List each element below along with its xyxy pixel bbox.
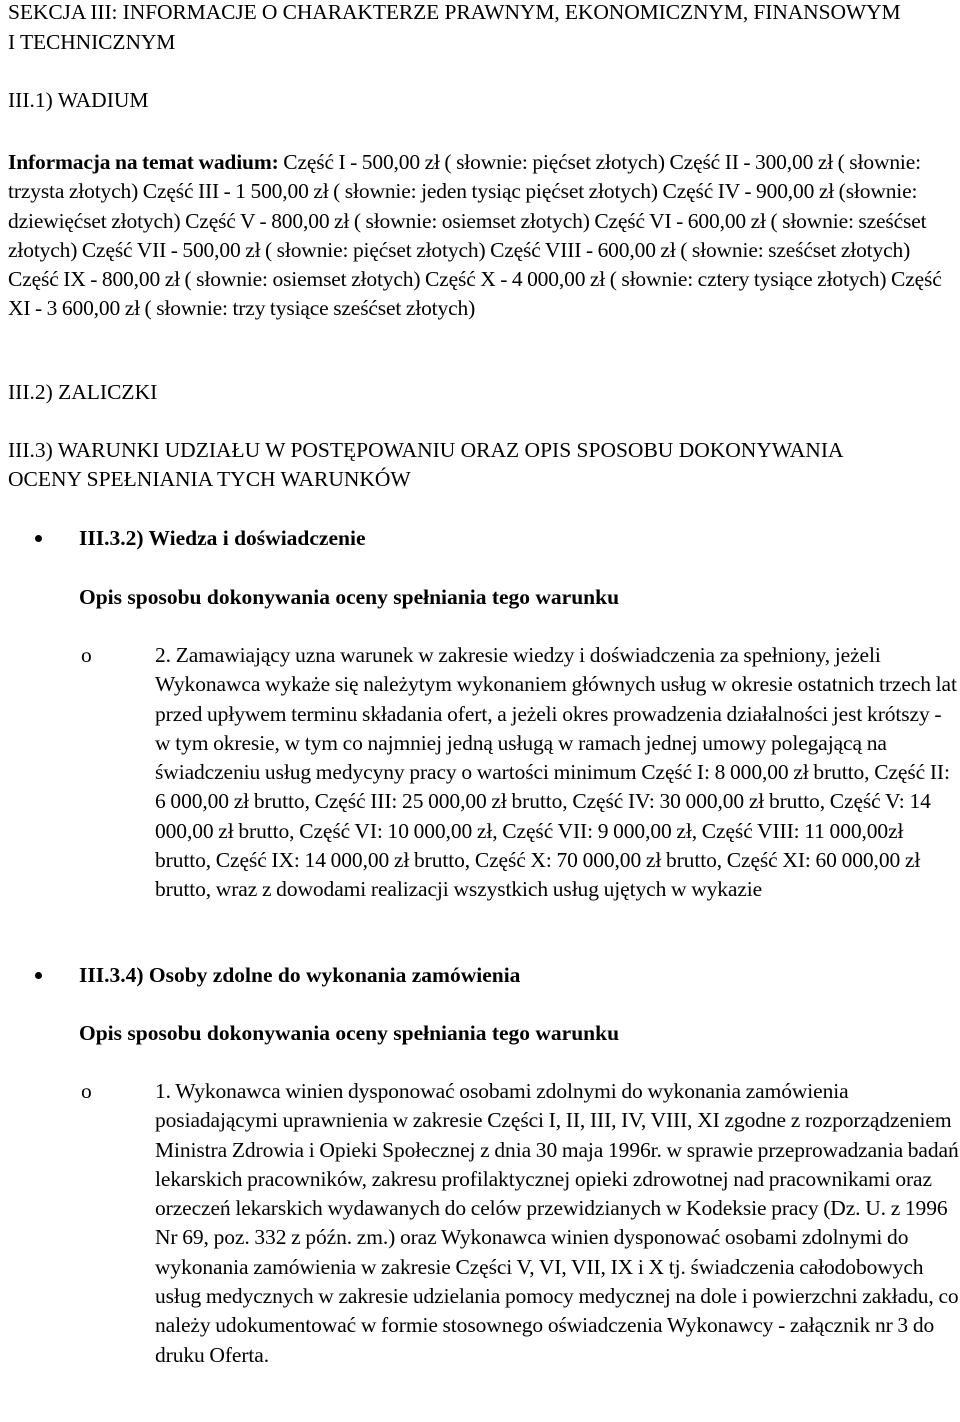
zaliczki-heading: III.2) ZALICZKI	[8, 380, 158, 404]
osoby-text: 1. Wykonawca winien dysponować osobami zdolnymi do wykonania zamówienia posiadającymi uprawnienia w zakresie Części I, II, III, IV, VIII, XI zgodne z rozporządzeniem Ministra Zdrowia i Opieki Społecznej z dnia 30 maja 1996r. w sprawie przeprowadzania badań lekarskich pracowników, zakresu profilaktycznej opieki zdrowotnej nad pracownikami oraz orzeczeń lekarskich wydawanych do celów przewidzianych w Kodeksie pracy (Dz. U. z 1996 Nr 69, poz. 332 z późn. zm.) oraz Wykonawca winien dysponować osobami zdolnymi do wykonania zamówienia w zakresie Części V, VI, VII, IX i X tj. świadczenia całodobowych usług medycznych w zakresie udzielania pomocy medycznej na dole i powierzchni zakładu, co należy udokumentować w formie stosownego oświadczenia Wykonawcy - załącznik nr 3 do druku Oferta.	[155, 1079, 959, 1367]
wadium-paragraph	[8, 148, 958, 324]
circle-marker-icon: o	[81, 1079, 92, 1103]
osoby-condition	[8, 1077, 960, 1370]
wadium-heading: III.1) WADIUM	[8, 88, 149, 112]
wadium-text: Część I - 500,00 zł ( słownie: pięćset złotych) Część II - 300,00 zł ( słownie: trzysta złotych) Część III - 1 500,00 zł ( słownie: jeden tysiąc pięćset złotych) Część IV - 900,00 zł (słownie: dziewięćset złotych) Część V - 800,00 zł ( słownie: osiemset złotych) Część VI - 600,00 zł ( słownie: sześćset złotych) Część VII - 500,00 zł ( słownie: pięćset złotych) Część VIII - 600,00 zł ( słownie: sześćset złotych) Część IX - 800,00 zł ( słownie: osiemset złotych) Część X - 4 000,00 zł ( słownie: cztery tysiące złotych) Część XI - 3 600,00 zł ( słownie: trzy tysiące sześćset złotych)	[8, 150, 942, 321]
section-heading: SEKCJA III: INFORMACJE O CHARAKTERZE PRAWNYM, EKONOMICZNYM, FINANSOWYM I TECHNICZNYM	[8, 0, 901, 54]
wiedza-text: 2. Zamawiający uzna warunek w zakresie wiedzy i doświadczenia za spełniony, jeżeli Wykonawca wykaże się należytym wykonaniem głównych usług w okresie ostatnich trzech lat przed upływem terminu składania ofert, a jeżeli okres prowadzenia działalności jest krótszy - w tym okresie, w tym co najmniej jedną usługą w ramach jednej umowy polegającą na świadczeniu usług medycyny pracy o wartości minimum Część I: 8 000,00 zł brutto, Część II: 6 000,00 zł brutto, Część III: 25 000,00 zł brutto, Część IV: 30 000,00 zł brutto, Część V: 14 000,00 zł brutto, Część VI: 10 000,00 zł, Część VII: 9 000,00 zł, Część VIII: 11 000,00zł brutto, Część IX: 14 000,00 zł brutto, Część X: 70 000,00 zł brutto, Część XI: 60 000,00 zł brutto, wraz z dowodami realizacji wszystkich usług ujętych w wykazie	[155, 643, 957, 902]
list-item-wiedza	[8, 524, 958, 553]
warunki-heading: III.3) WARUNKI UDZIAŁU W POSTĘPOWANIU ORAZ OPIS SPOSOBU DOKONYWANIA OCENY SPEŁNIANIA TYCH WARUNKÓW	[8, 438, 843, 492]
wadium-label: Informacja na temat wadium:	[8, 150, 279, 174]
bullet-icon	[35, 972, 42, 979]
wiedza-opis: Opis sposobu dokonywania oceny spełniania tego warunku	[79, 585, 620, 609]
osoby-title: III.3.4) Osoby zdolne do wykonania zamówienia	[79, 963, 521, 987]
wiedza-condition	[8, 641, 960, 905]
circle-marker-icon: o	[81, 643, 92, 667]
list-item-osoby	[8, 961, 958, 990]
bullet-icon	[35, 535, 42, 542]
wiedza-title: III.3.2) Wiedza i doświadczenie	[79, 526, 366, 550]
osoby-opis: Opis sposobu dokonywania oceny spełniania tego warunku	[79, 1021, 620, 1045]
